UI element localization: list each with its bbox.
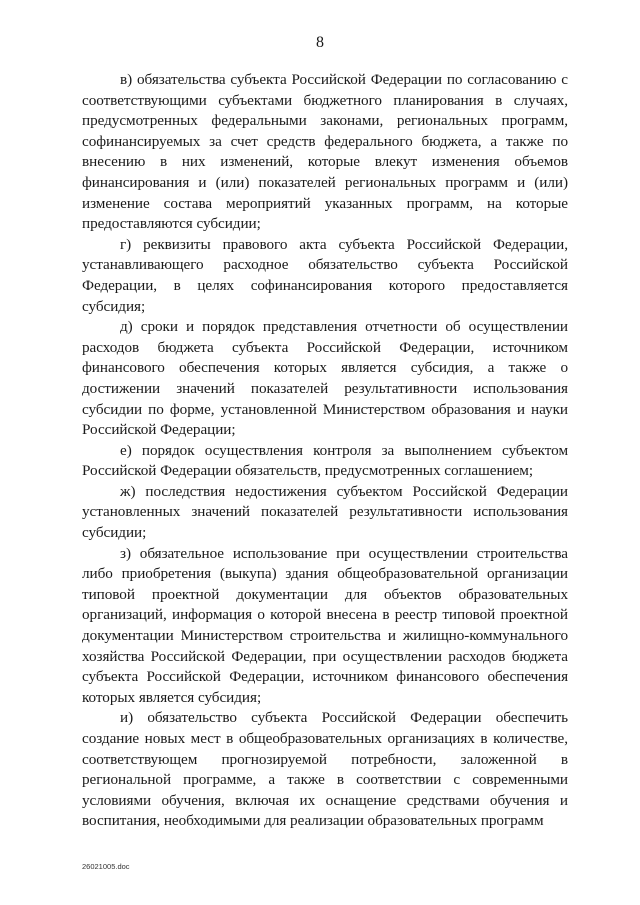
paragraph-zh: ж) последствия недостижения субъектом Российской Федерации установленных значений показателей результативности использования субсидии;	[82, 482, 568, 542]
paragraph-g: г) реквизиты правового акта субъекта Российской Федерации, устанавливающего расходное обязательство субъекта Российской Федерации, в целях софинансирования которого предоставляется субсидия;	[82, 235, 568, 315]
page-number: 8	[316, 34, 324, 51]
footer-file-name: 26021005.doc	[82, 862, 130, 871]
paragraph-z: з) обязательное использование при осуществлении строительства либо приобретения (выкупа) здания общеобразовательной организации типовой проектной документации для объектов образовательных организаций, информация о которой внесена в реестр типовой проектной документации Министерством строительства и жилищно-коммунального хозяйства Российской Федерации, при осуществлении расходов бюджета субъекта Российской Федерации, источником финансового обеспечения которых является субсидия;	[82, 544, 568, 706]
paragraph-v: в) обязательства субъекта Российской Федерации по согласованию с соответствующими субъектами бюджетного планирования в случаях, предусмотренных федеральными законами, региональных программ, софинансируемых за счет средств федерального бюджета, а также по внесению в них изменений, которые влекут изменения объемов финансирования и (или) показателей региональных программ и (или) изменение состава мероприятий указанных программ, на которые предоставляются субсидии;	[82, 71, 568, 233]
paragraph-i: и) обязательство субъекта Российской Федерации обеспечить создание новых мест в общеобразовательных организациях в количестве, соответствующем прогнозируемой потребности, заложенной в региональной программе, а также в соответствии с современными условиями обучения, включая их оснащение средствами обучения и воспитания, необходимыми для реализации образовательных программ	[82, 709, 568, 830]
paragraph-e: е) порядок осуществления контроля за выполнением субъектом Российской Федерации обязательств, предусмотренных соглашением;	[82, 441, 568, 480]
document-body	[82, 70, 568, 832]
paragraph-d: д) сроки и порядок представления отчетности об осуществлении расходов бюджета субъекта Российской Федерации, источником финансового обеспечения которых является субсидия, а также о достижении значений показателей результативности использования субсидии по форме, установленной Министерством образования и науки Российской Федерации;	[82, 318, 568, 439]
